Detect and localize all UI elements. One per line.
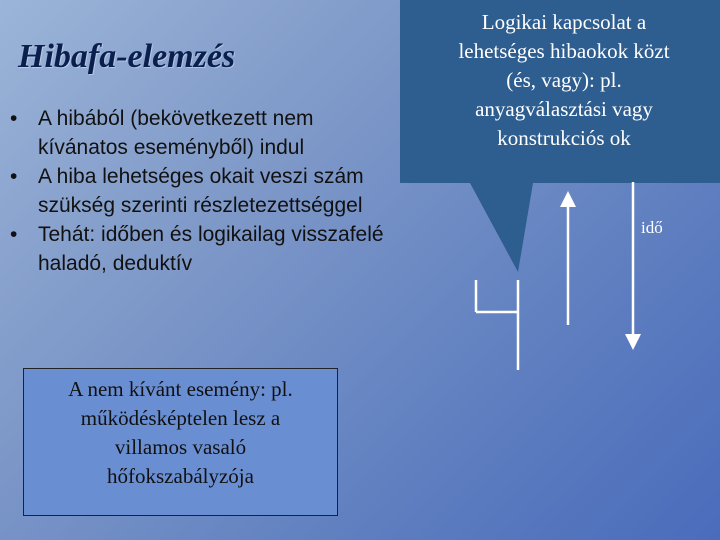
arrow-up-icon — [560, 191, 576, 207]
slide-title: Hibafa-elemzés — [18, 38, 236, 75]
bullet-line: A hibából (bekövetkezett nem — [38, 107, 314, 130]
callout-line: Logikai kapcsolat a — [481, 10, 647, 34]
bullet-line: kívánatos eseményből) indul — [38, 136, 305, 159]
bullet-line: haladó, deduktív — [38, 252, 193, 275]
bullet-dot: • — [10, 223, 18, 246]
event-line: hőfokszabályzója — [107, 464, 254, 488]
callout-line: lehetséges hibaokok közt — [458, 39, 670, 63]
event-line: villamos vasaló — [114, 435, 247, 459]
bullet-dot: • — [10, 165, 18, 188]
callout-line: konstrukciós ok — [497, 126, 631, 150]
event-line: A nem kívánt esemény: pl. — [68, 377, 293, 401]
arrow-down-icon — [625, 334, 641, 350]
bullet-line: Tehát: időben és logikailag visszafelé — [38, 223, 384, 246]
time-label: idő — [641, 218, 663, 237]
event-box — [23, 368, 338, 516]
bullet-line: A hiba lehetséges okait veszi szám — [38, 165, 364, 188]
event-line: működésképtelen lesz a — [80, 406, 281, 430]
callout-line: anyagválasztási vagy — [475, 97, 653, 121]
callout-line: (és, vagy): pl. — [506, 68, 622, 92]
bullet-line: szükség szerinti részletezettséggel — [38, 194, 363, 217]
bullet-dot: • — [10, 107, 18, 130]
callout-text — [408, 8, 720, 153]
